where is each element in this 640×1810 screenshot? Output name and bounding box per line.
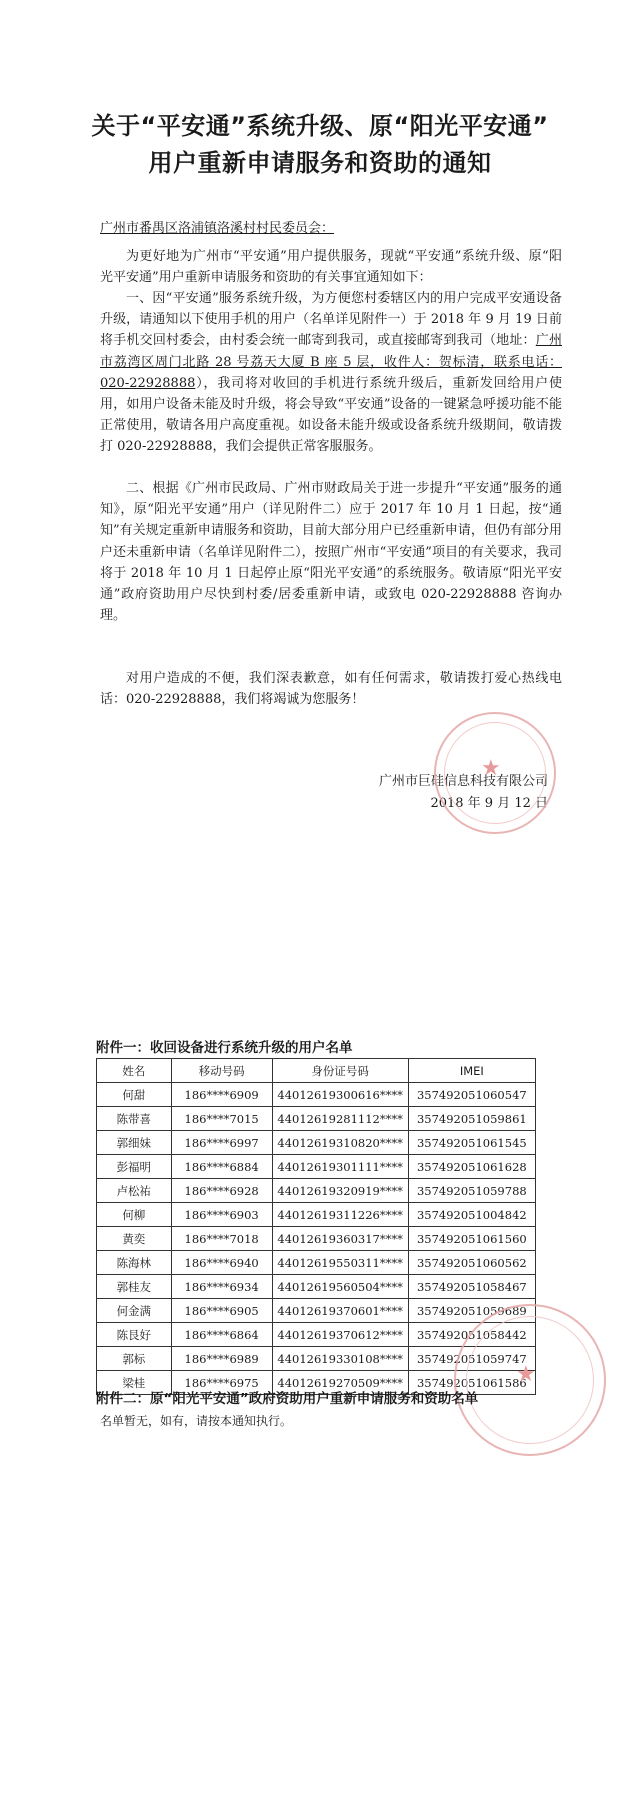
cell-name: 何柳 (97, 1203, 172, 1227)
cell-mobile: 186****6989 (171, 1347, 272, 1371)
cell-id-number: 44012619370601**** (272, 1299, 408, 1323)
table-row (97, 1203, 536, 1227)
cell-id-number: 44012619360317**** (272, 1227, 408, 1251)
cell-id-number: 44012619300616**** (272, 1083, 408, 1107)
cell-name: 陈海林 (97, 1251, 172, 1275)
cell-id-number: 44012619310820**** (272, 1131, 408, 1155)
addressee: 广州市番禺区洛浦镇洛溪村村民委员会： (100, 221, 335, 236)
section-one-text-a: 一、因“平安通”服务系统升级，为方便您村委辖区内的用户完成平安通设备升级，请通知以下使用手机的用户（名单详见附件一）于 2018 年 9 月 19 日前将手机交回村委会，由村委会统一邮寄到我司，或直接邮寄到我司（地址： (100, 291, 562, 349)
cell-mobile: 186****7018 (171, 1227, 272, 1251)
cell-name: 郭细妹 (97, 1131, 172, 1155)
paragraph-closing: 对用户造成的不便，我们深表歉意，如有任何需求，敬请拨打爱心热线电话：020-22928888，我们将竭诚为您服务！ (100, 671, 562, 708)
table-row (97, 1107, 536, 1131)
cell-name: 何甜 (97, 1083, 172, 1107)
cell-imei: 357492051061586 (408, 1371, 535, 1395)
cell-mobile: 186****6975 (171, 1371, 272, 1395)
table-row (97, 1251, 536, 1275)
table-row (97, 1227, 536, 1251)
cell-mobile: 186****6997 (171, 1131, 272, 1155)
attachment2-note: 名单暂无，如有，请按本通知执行。 (100, 1414, 293, 1428)
cell-imei: 357492051061545 (408, 1131, 535, 1155)
notice-title-line1: 关于“平安通”系统升级、原“阳光平安通” (91, 112, 549, 140)
table-header-row (97, 1059, 536, 1083)
cell-imei: 357492051058467 (408, 1275, 535, 1299)
cell-name: 郭桂友 (97, 1275, 172, 1299)
cell-id-number: 44012619560504**** (272, 1275, 408, 1299)
cell-imei: 357492051061560 (408, 1227, 535, 1251)
cell-mobile: 186****6864 (171, 1323, 272, 1347)
cell-id-number: 44012619270509**** (272, 1371, 408, 1395)
table-row (97, 1275, 536, 1299)
seal-star-icon: ★ (481, 756, 501, 781)
seal-star-icon-2: ★ (516, 1362, 536, 1387)
cell-mobile: 186****6909 (171, 1083, 272, 1107)
cell-imei: 357492051061628 (408, 1155, 535, 1179)
cell-imei: 357492051060547 (408, 1083, 535, 1107)
attachment1-title: 附件一：收回设备进行系统升级的用户名单 (96, 1040, 353, 1056)
cell-name: 黄奕 (97, 1227, 172, 1251)
notice-title-line2: 用户重新申请服务和资助的通知 (148, 149, 492, 177)
cell-name: 梁桂 (97, 1371, 172, 1395)
cell-imei: 357492051059788 (408, 1179, 535, 1203)
table-row (97, 1299, 536, 1323)
table-row (97, 1083, 536, 1107)
paragraph-intro: 为更好地为广州市“平安通”用户提供服务，现就“平安通”系统升级、原“阳光平安通”用户重新申请服务和资助的有关事宜通知如下： (100, 249, 562, 286)
cell-imei: 357492051059747 (408, 1347, 535, 1371)
cell-id-number: 44012619550311**** (272, 1251, 408, 1275)
cell-name: 彭福明 (97, 1155, 172, 1179)
section-one-text-b: ），我司将对收回的手机进行系统升级后，重新发回给用户使用，如用户设备未能及时升级，将会导致“平安通”设备的一键紧急呼援功能不能正常使用，敬请各用户高度重视。如设备未能升级或设备系统升级期间，敬请拨打 020-22928888，我们会提供正常客服服务。 (100, 375, 562, 455)
signature-company: 广州市巨硅信息科技有限公司 (378, 774, 548, 789)
cell-mobile: 186****6934 (171, 1275, 272, 1299)
cell-imei: 357492051059861 (408, 1107, 535, 1131)
cell-mobile: 186****7015 (171, 1107, 272, 1131)
cell-name: 陈艮好 (97, 1323, 172, 1347)
mailing-address: 广州市荔湾区周门北路 28 号荔天大厦 B 座 5 层，收件人：贺标清，联系电话：020-22928888 (100, 333, 562, 391)
header-mobile: 移动号码 (171, 1059, 272, 1083)
cell-mobile: 186****6903 (171, 1203, 272, 1227)
table-row (97, 1155, 536, 1179)
cell-mobile: 186****6928 (171, 1179, 272, 1203)
cell-mobile: 186****6884 (171, 1155, 272, 1179)
cell-name: 郭标 (97, 1347, 172, 1371)
cell-imei: 357492051058442 (408, 1323, 535, 1347)
cell-id-number: 44012619301111**** (272, 1155, 408, 1179)
cell-id-number: 44012619320919**** (272, 1179, 408, 1203)
header-id-number: 身份证号码 (272, 1059, 408, 1083)
header-name: 姓名 (97, 1059, 172, 1083)
cell-name: 何金满 (97, 1299, 172, 1323)
attachment2-title: 附件二：原“阳光平安通”政府资助用户重新申请服务和资助名单 (96, 1391, 479, 1407)
paragraph-section-one (100, 288, 562, 458)
paragraph-section-two: 二、根据《广州市民政局、广州市财政局关于进一步提升“平安通”服务的通知》，原“阳光平安通”用户（详见附件二）应于 2017 年 10 月 1 日起，按“通知”有关规定重新申请服务和资助，目前大部分用户已经重新申请，但仍有部分用户还未重新申请（名单详见附件二），按照广州市“平安通”项目的有关要求，我司将于 2018 年 10 月 1 日起停止原“阳光平安通”的系统服务。敬请原“阳光平安通”政府资助用户尽快到村委/居委重新申请，或致电 020-22928888 咨询办理。 (100, 481, 562, 624)
cell-name: 陈带喜 (97, 1107, 172, 1131)
cell-id-number: 44012619370612**** (272, 1323, 408, 1347)
cell-id-number: 44012619311226**** (272, 1203, 408, 1227)
signature-date: 2018 年 9 月 12 日 (430, 796, 548, 811)
cell-mobile: 186****6905 (171, 1299, 272, 1323)
cell-id-number: 44012619281112**** (272, 1107, 408, 1131)
table-row (97, 1179, 536, 1203)
cell-name: 卢松祐 (97, 1179, 172, 1203)
cell-imei: 357492051060562 (408, 1251, 535, 1275)
header-imei: IMEI (408, 1059, 535, 1083)
table-row (97, 1131, 536, 1155)
cell-mobile: 186****6940 (171, 1251, 272, 1275)
cell-imei: 357492051059689 (408, 1299, 535, 1323)
cell-imei: 357492051004842 (408, 1203, 535, 1227)
cell-id-number: 44012619330108**** (272, 1347, 408, 1371)
